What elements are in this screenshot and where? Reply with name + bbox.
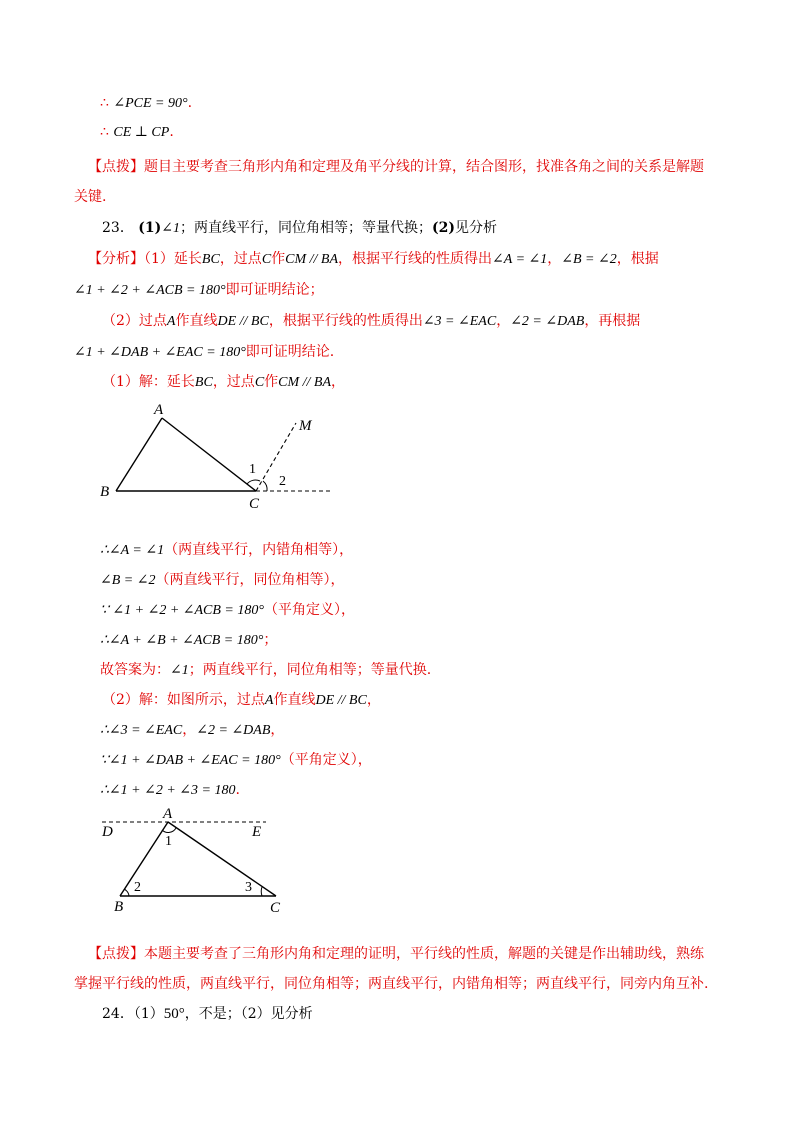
proof-1-line-4: [100, 630, 277, 651]
math-ce-perp: CE ⊥ CP: [113, 125, 170, 140]
text: 即可证明结论.: [245, 344, 335, 360]
label-A: A: [154, 402, 164, 418]
label-angle-2: 2: [134, 880, 141, 895]
answer-text: ；两直线平行，同位角相等；等量代换；: [180, 220, 433, 236]
math: CM // BA: [285, 252, 339, 267]
reason: （平角定义），: [263, 602, 355, 618]
proof-1-line-2: [100, 570, 344, 591]
math: ∴∠A = ∠1: [100, 543, 165, 558]
triangle-figure-2: [96, 802, 296, 917]
text: ，根据平行线的性质得出: [268, 313, 423, 329]
math: ∠1: [170, 663, 189, 678]
reason: （平角定义），: [280, 752, 372, 768]
line-angle-pce: [100, 93, 192, 114]
triangle-figure-1: [96, 398, 346, 513]
label-C: C: [249, 496, 260, 512]
solution-1-intro: [102, 372, 345, 393]
text: ，: [182, 722, 197, 738]
question-number: 24．: [102, 1006, 134, 1022]
text: （1）: [133, 1006, 164, 1022]
solution-2-intro: [102, 690, 381, 711]
label-angle-1: 1: [165, 834, 172, 849]
text: ，过点: [212, 374, 255, 390]
text: ，: [366, 692, 381, 708]
reason: （两直线平行，内错角相等），: [164, 542, 354, 558]
text: ，: [270, 722, 285, 738]
therefore-symbol: ∴: [100, 124, 109, 140]
text: 作: [271, 251, 286, 267]
label-E: E: [252, 824, 262, 840]
math: DE // BC: [315, 693, 367, 708]
label-angle-3: 3: [245, 880, 252, 895]
math: ∠B = ∠2: [100, 573, 156, 588]
text: （1）解：延长: [102, 374, 195, 390]
math: A: [166, 314, 176, 329]
label-B: B: [100, 484, 110, 500]
label-B: B: [114, 899, 124, 915]
math: ∴∠1 + ∠2 + ∠3 = 180: [100, 783, 236, 798]
period: .: [187, 95, 193, 111]
math: BC: [201, 252, 220, 267]
text: ，: [547, 251, 562, 267]
hint-paragraph-2: [88, 944, 704, 964]
proof-2-line-3: [100, 780, 240, 801]
answer-summary: [100, 660, 431, 681]
hint-paragraph-1-cont: [74, 187, 106, 207]
math: A: [264, 693, 274, 708]
question-number: 23．: [102, 220, 134, 236]
hint-text-cont: 掌握平行线的性质，两直线平行，同位角相等；两直线平行，内错角相等；两直线平行，同旁内角互补.: [74, 976, 709, 992]
part-label: (1): [138, 220, 162, 236]
text: 即可证明结论；: [225, 282, 324, 298]
proof-2-line-1: [100, 720, 284, 741]
text: ，: [331, 374, 346, 390]
text: ，: [496, 313, 511, 329]
math-pce: ∠PCE = 90°: [113, 96, 188, 111]
hint-text: 题目主要考查三角形内角和定理及角平分线的计算，结合图形，找准各角之间的关系是解题: [144, 159, 704, 175]
text: ；两直线平行，同位角相等；等量代换.: [188, 662, 432, 678]
math: C: [254, 375, 265, 390]
label-D: D: [102, 824, 113, 840]
math: ∵∠1 + ∠DAB + ∠EAC = 180°: [100, 753, 281, 768]
math: ∴∠3 = ∠EAC: [100, 723, 183, 738]
answer-24: [102, 1004, 313, 1024]
label-C: C: [270, 900, 281, 916]
reason: ；: [263, 632, 278, 648]
math: ∠3 = ∠EAC: [422, 314, 497, 329]
label-angle-2: 2: [279, 474, 286, 489]
hint-tag: 【点拨】: [88, 159, 144, 175]
label-A: A: [163, 806, 173, 822]
text: （2）过点: [102, 313, 167, 329]
text: ，根据平行线的性质得出: [338, 251, 493, 267]
analysis-line-1: [88, 249, 659, 270]
math: ∠A = ∠1: [492, 252, 548, 267]
text: 作: [264, 374, 279, 390]
proof-2-line-2: [100, 750, 372, 771]
math: ∴∠A + ∠B + ∠ACB = 180°: [100, 633, 264, 648]
analysis-line-3: [102, 311, 640, 332]
hint-paragraph-2-cont: [74, 974, 708, 994]
text: ，不是；（2）见分析: [184, 1006, 313, 1022]
text: ，根据: [616, 251, 659, 267]
text: 作直线: [175, 313, 218, 329]
analysis-line-4: [74, 342, 334, 363]
label-angle-1: 1: [249, 462, 256, 477]
math-angle1: ∠1: [161, 221, 181, 236]
text: ，过点: [219, 251, 262, 267]
math: C: [261, 252, 272, 267]
text: （2）解：如图所示，过点: [102, 692, 265, 708]
answer-23: [102, 218, 497, 239]
line-ce-perp-cp: [100, 122, 174, 143]
math: ∠1 + ∠DAB + ∠EAC = 180°: [74, 345, 246, 360]
analysis-tag: 【分析】: [88, 251, 144, 267]
text: ，再根据: [584, 313, 641, 329]
math: ∠2 = ∠DAB: [510, 314, 585, 329]
therefore-symbol: ∴: [100, 95, 109, 111]
text: （1）延长: [144, 251, 202, 267]
math: 50°: [163, 1006, 185, 1022]
answer-text: 见分析: [455, 220, 498, 236]
math: BC: [194, 375, 213, 390]
proof-1-line-1: [100, 540, 353, 561]
text: 作直线: [273, 692, 316, 708]
hint-tag: 【点拨】: [88, 946, 144, 962]
analysis-line-2: [74, 280, 324, 301]
part-label: (2): [432, 220, 456, 236]
math: ∵ ∠1 + ∠2 + ∠ACB = 180°: [100, 603, 264, 618]
reason: （两直线平行，同位角相等），: [155, 572, 345, 588]
text: 故答案为：: [100, 662, 170, 678]
hint-text: 本题主要考查了三角形内角和定理的证明，平行线的性质，解题的关键是作出辅助线，熟练: [144, 946, 704, 962]
proof-1-line-3: [100, 600, 355, 621]
period: .: [235, 782, 240, 798]
math: DE // BC: [217, 314, 269, 329]
math: CM // BA: [278, 375, 332, 390]
hint-text-cont: 关键.: [74, 189, 107, 205]
label-M: M: [299, 418, 312, 434]
hint-paragraph-1: [88, 157, 704, 177]
math: ∠1 + ∠2 + ∠ACB = 180°: [74, 283, 226, 298]
period: .: [169, 124, 174, 140]
math: ∠2 = ∠DAB: [196, 723, 271, 738]
math: ∠B = ∠2: [561, 252, 617, 267]
